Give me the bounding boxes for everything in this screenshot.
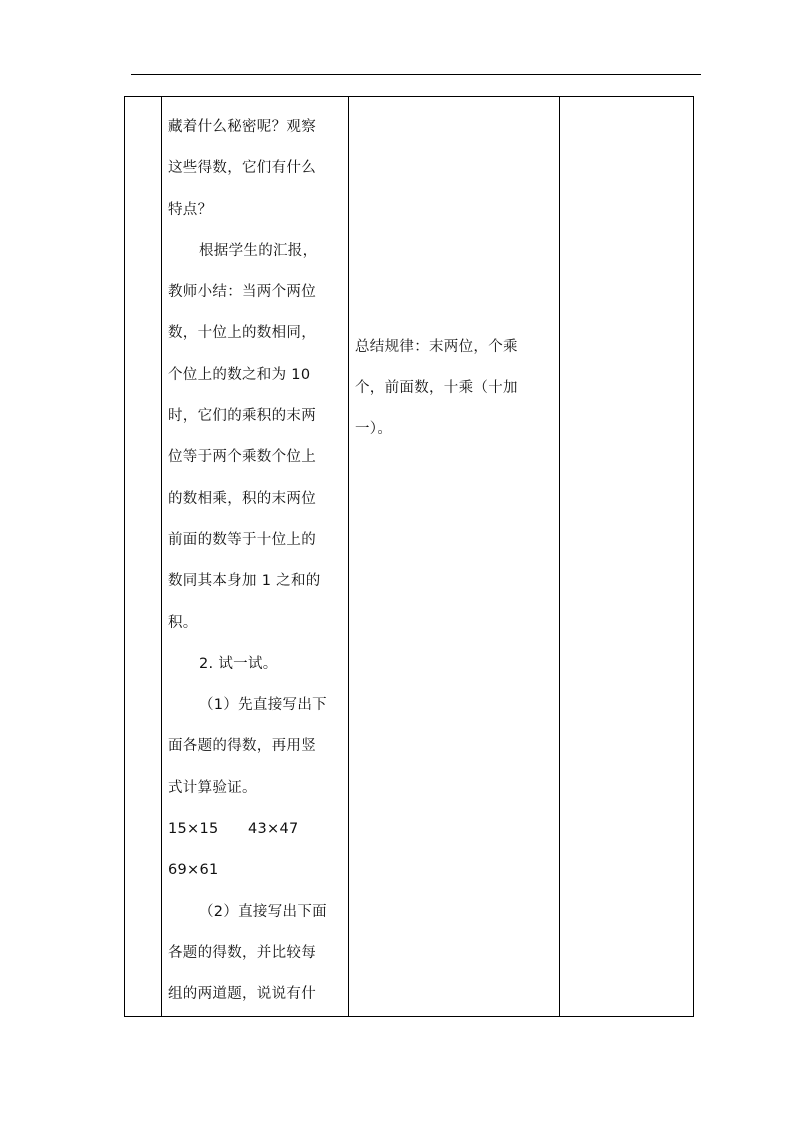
teaching-process-text [162, 97, 348, 1016]
text-line: 式计算验证。 [168, 779, 257, 796]
text-line: 根据学生的汇报， [199, 242, 318, 259]
text-line: 前面的数等于十位上的 [168, 531, 316, 548]
text-line: 69×61 [168, 862, 219, 879]
text-line: 总结规律：末两位，个乘 [355, 339, 518, 355]
table-row [125, 97, 694, 1017]
text-line: （1）先直接写出下 [199, 697, 327, 714]
text-line: 15×15 43×47 [168, 821, 299, 838]
text-line: 面各题的得数，再用竖 [168, 738, 316, 755]
text-line: 个，前面数，十乘（十加 [355, 380, 518, 396]
summary-text [349, 97, 559, 450]
text-line: 各题的得数，并比较每 [168, 944, 316, 961]
text-line: 时，它们的乘积的末两 [168, 408, 316, 425]
table-cell-summary [349, 97, 560, 1017]
table-cell-empty-right [560, 97, 694, 1017]
text-line: 藏着什么秘密呢？观察 [168, 119, 316, 135]
table-cell-teaching-process [162, 97, 349, 1017]
lesson-table [124, 96, 694, 1017]
text-line: 这些得数，它们有什么 [168, 160, 316, 177]
text-line: 积。 [168, 614, 198, 631]
text-line: 2. 试一试。 [199, 655, 278, 672]
table-cell-empty-left [125, 97, 162, 1017]
text-line: 教师小结：当两个两位 [168, 284, 316, 301]
header-rule [131, 74, 701, 75]
text-line: （2）直接写出下面 [199, 903, 327, 920]
text-line: 一）。 [355, 421, 393, 437]
text-line: 的数相乘，积的末两位 [168, 490, 316, 507]
text-line: 个位上的数之和为 10 [168, 366, 311, 383]
text-line: 特点？ [168, 201, 213, 218]
text-line: 数同其本身加 1 之和的 [168, 573, 321, 590]
text-line: 位等于两个乘数个位上 [168, 449, 316, 466]
text-line: 组的两道题，说说有什 [168, 986, 316, 1003]
text-line: 数，十位上的数相同， [168, 325, 316, 342]
